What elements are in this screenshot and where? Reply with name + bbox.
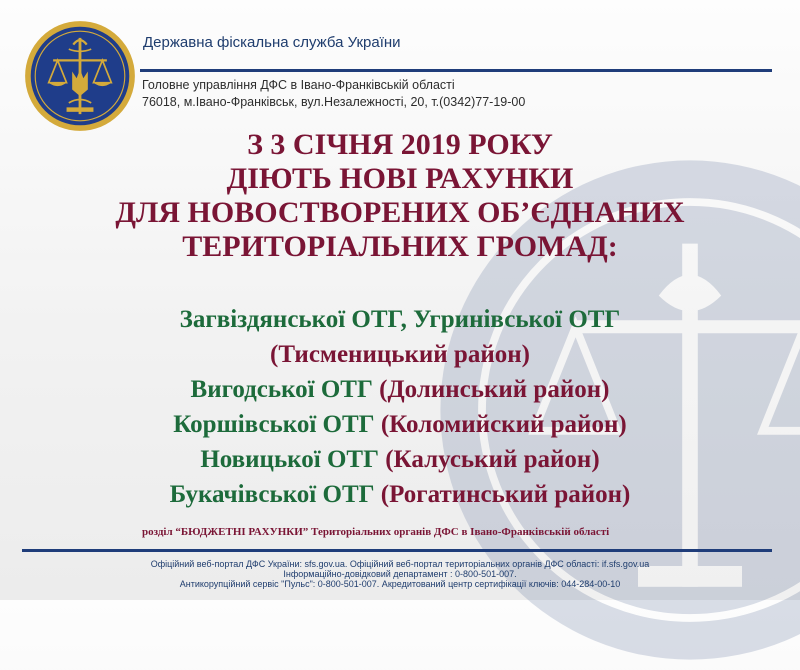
list-item [0,337,800,372]
address: 76018, м.Івано-Франківськ, вул.Незалежності, 20, т.(0342)77-19-00 [142,95,526,109]
dfs-emblem-icon [24,20,136,132]
headline-line: ДІЮТЬ НОВІ РАХУНКИ [226,162,574,195]
department-name: Головне управління ДФС в Івано-Франківській області [142,78,455,92]
community-name: Новицької ОТГ [200,446,379,473]
org-name: Державна фіскальна служба України [143,34,401,51]
community-name: Коршівської ОТГ [173,411,375,438]
community-list [0,302,800,512]
headline-line: ДЛЯ НОВОСТВОРЕНИХ ОБ’ЄДНАНИХ [115,196,685,229]
community-district: (Калуський район) [385,446,600,473]
footer-divider [22,549,772,552]
footer-line-info: Інформаційно-довідковий департамент : 0-800-501-007. [283,569,517,579]
headline-line: ТЕРИТОРІАЛЬНИХ ГРОМАД: [182,230,618,263]
community-district: (Тисменицький район) [270,341,530,368]
list-item [0,477,800,512]
headline-line: З 3 СІЧНЯ 2019 РОКУ [247,128,553,161]
community-name: Загвіздянської ОТГ, Угринівської ОТГ [179,306,621,333]
list-item [0,302,800,337]
community-district: (Коломийский район) [380,411,627,438]
headline [0,128,800,264]
list-item [0,407,800,442]
list-item [0,372,800,407]
community-district: (Рогатинський район) [380,481,631,508]
community-name: Букачівської ОТГ [169,481,375,508]
source-note: розділ “БЮДЖЕТНІ РАХУНКИ” Територіальних органів ДФС в Івано-Франківській області [142,526,610,538]
footer-line-portals: Офіційний веб-портал ДФС України: sfs.gov.ua. Офіційний веб-портал територіальних органів ДФС області: if.sfs.gov.ua [150,559,650,569]
footer-line-services: Антикорупційний сервіс "Пульс": 0-800-501-007. Акредитований центр сертифікації ключів: 044-284-00-10 [179,579,621,589]
header-divider [140,69,772,72]
community-name: Вигодської ОТГ [190,376,373,403]
list-item [0,442,800,477]
community-district: (Долинський район) [379,376,610,403]
